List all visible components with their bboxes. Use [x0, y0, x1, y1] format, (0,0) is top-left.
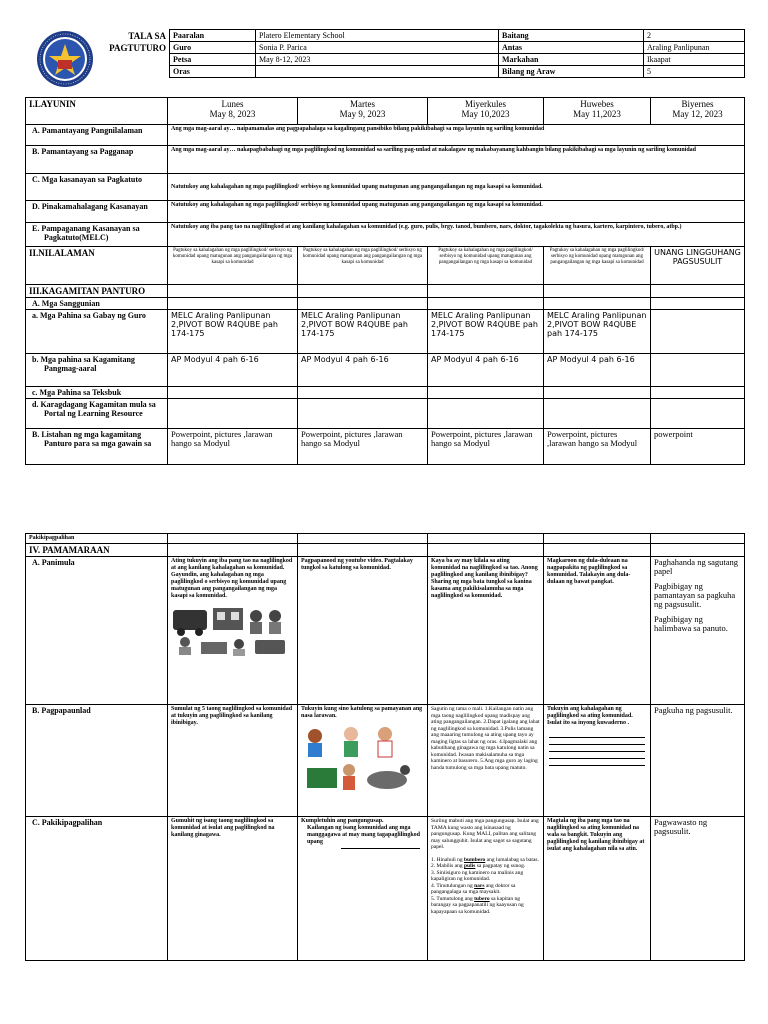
empty-cell — [298, 544, 428, 557]
empty-cell — [544, 285, 651, 298]
value-bilang: 5 — [644, 66, 745, 78]
section-kagamitan: III.KAGAMITAN PANTURO — [26, 285, 168, 298]
pagpapaunlad-mon: Sumulat ng 5 taong naglilingkod sa komunidad at tukuyin ang paglilingkod sa kanilang ibinibigay. — [168, 705, 298, 817]
panimula-tue: Pagpapanood ng youtube video. Pagtalakay tungkol sa katulong sa komunidad. — [298, 557, 428, 705]
label-panimula: A. Panimula — [26, 557, 168, 705]
nilalaman-mon: Pagtukoy sa kahalagahan ng mga paglilingkod/ serbisyo ng komunidad upang matugunan ang pangangailangan ng mga kasapi sa komunidad — [168, 247, 298, 285]
listahan-mon: Powerpoint, pictures ,larawan hango sa Modyul — [168, 429, 298, 465]
nilalaman-thu: Pagtukoy sa kahalagahan ng mga paglilingkod/ serbisyo ng komunidad upang matugunan ang pangangailangan ng mga kasapi sa komunidad — [544, 247, 651, 285]
empty-cell — [651, 534, 745, 544]
quiz-item: 5. Tumutulong ang tubero sa kapitan ng barangay sa pagpapanatili ng kaayusan ng kapayapaan sa komunidad. — [431, 895, 524, 915]
label-sanggunian: A. Mga Sanggunian — [26, 298, 168, 310]
empty-cell — [651, 354, 745, 387]
nilalaman-tue: Pagtukoy sa kahalagahan ng mga paglilingkod/ serbisyo ng komunidad upang matugunan ang pangangailangan ng mga kasapi sa komunidad — [298, 247, 428, 285]
deped-seal-icon — [36, 30, 94, 88]
text-melc: Natutukoy ang iba pang tao na naglilingkod at ang kanilang kahalagahan sa komunidad (e.g. guro, pulis, brgy. tanod, bumbero, nars, doktor, tagakolekta ng basura, kartero, karpintero, tubero, atbp.) — [168, 223, 745, 247]
label-pamantayang-pagganap: B. Pamantayang sa Pagganap — [26, 146, 168, 174]
day-header-tue — [298, 98, 428, 125]
empty-cell — [168, 534, 298, 544]
label-portal: d. Karagdagang Kagamitan mula sa Portal ng Learning Resource — [26, 399, 168, 429]
empty-cell — [544, 387, 651, 399]
value-markahan: Ikaapat — [644, 54, 745, 66]
pakikipagpalihan-thu: Magtala ng iba pang mga tao na naglilingkod sa ating komunidad na wala sa bangkit. Tukuyin ang paglilingkod ng kanilang ibinibigay at isulat ang kahalagahan nila sa atin. — [544, 817, 651, 961]
empty-cell — [428, 544, 544, 557]
quiz-item-keyword: pulis — [464, 863, 476, 869]
label-teksbuk: c. Mga Pahina sa Teksbuk — [26, 387, 168, 399]
panimula-fri-3: Pagbibigay ng halimbawa sa panuto. — [654, 614, 728, 633]
gabay-mon: MELC Araling Panlipunan 2,PIVOT BOW R4QUBE pah 174-175 — [168, 310, 298, 354]
empty-cell — [298, 399, 428, 429]
section-nilalaman: II.NILALAMAN — [26, 247, 168, 285]
label-gabay-guro: a. Mga Pahina sa Gabay ng Guro — [26, 310, 168, 354]
empty-cell — [298, 534, 428, 544]
empty-cell — [168, 544, 298, 557]
empty-cell — [651, 387, 745, 399]
day-date: May 9, 2023 — [339, 109, 386, 119]
empty-cell — [544, 399, 651, 429]
dll-table-top — [25, 97, 745, 465]
panimula-fri-1: Paghahanda ng sagutang papel — [654, 557, 739, 576]
listahan-wed: Powerpoint, pictures ,larawan hango sa Modyul — [428, 429, 544, 465]
quiz-item: 3. Siniisiguro ng kaminero na malinis ang kapaligiran ng komunidad. — [431, 869, 524, 882]
empty-cell — [298, 298, 428, 310]
section-layunin: I.LAYUNIN — [26, 98, 168, 125]
label-petsa: Petsa — [170, 54, 256, 66]
pakikipagpalihan-wed-items — [431, 857, 540, 916]
modyul-mon: AP Modyul 4 pah 6-16 — [168, 354, 298, 387]
label-antas: Antas — [499, 42, 644, 54]
pakikipagpalihan-mon: Gumuhit ng isang taong naglilingkod sa komunidad at isulat ang paglilingkod na kanilang ginagawa. — [168, 817, 298, 961]
day-date: May 11,2023 — [573, 109, 621, 119]
day-date: May 8, 2023 — [209, 109, 256, 119]
value-guro: Sonia P. Parica — [256, 42, 499, 54]
quiz-item: 1. Hinahuli ng bumbero ang lumalabag sa batas. — [431, 856, 539, 863]
empty-cell — [651, 298, 745, 310]
listahan-tue: Powerpoint, pictures ,larawan hango sa Modyul — [298, 429, 428, 465]
day-name: Huwebes — [580, 99, 614, 109]
label-pagpapaunlad: B. Pagpapaunlad — [26, 705, 168, 817]
pakikipagpalihan-tue — [298, 817, 428, 961]
pagpapaunlad-wed: Sagutin ng tama o mali. 1.Kailangan natin ang mga taong naglilingkod upang madispay ang ating pangangailangan. 2.Dapat igalang ang lahat ng naglilingkod sa komunidad. 3.Pulis lamang ang maaaring tumulong sa ating upang tayo ay maging ligtas sa lahat ng oras. 4.Ipagmalaki ang kabutihang ginagawa ng mga katulong natin sa komunidad. Iwasan makisalamuha sa mga kaminero at basurero. 5.Ang mga guro ay laging handa tumulong sa mga bata upang matuto. — [428, 705, 544, 817]
dll-table-bottom — [25, 533, 745, 961]
value-antas: Araling Panlipunan — [644, 42, 745, 54]
empty-cell — [428, 298, 544, 310]
empty-cell — [428, 534, 544, 544]
label-baitang: Baitang — [499, 30, 644, 42]
listahan-fri: powerpoint — [651, 429, 745, 465]
title-line2: PAGTUTURO — [109, 43, 166, 53]
label-kasanayan: C. Mga kasanayan sa Pagkatuto — [26, 174, 168, 201]
empty-cell — [428, 285, 544, 298]
quiz-item-keyword: nars — [474, 882, 485, 889]
section-pamamaraan: IV. PAMAMARAAN — [26, 544, 168, 557]
empty-cell — [428, 387, 544, 399]
empty-cell — [651, 544, 745, 557]
panimula-fri — [651, 557, 745, 705]
label-pakikipagpalihan-cont: Pakikipagpalihan — [26, 534, 168, 544]
value-petsa: May 8-12, 2023 — [256, 54, 499, 66]
quiz-item-keyword: tubero — [474, 895, 490, 902]
panimula-fri-2: Pagbibigay ng pamantayan sa pagkuha ng pagsusulit. — [654, 581, 736, 609]
quiz-item: 2. Mabilis ang pulis sa pagpatay ng sunog. — [431, 863, 526, 869]
panimula-wed: Kaya ba ay may kilala sa ating komunidad na naglilingkod sa tao. Anong paglilingkod ang kanilang ibinibigay? Sharing ng mga bata tungkol sa kanina kasama ang pakikisalamuha sa mga naglilingkod sa komunidad. — [428, 557, 544, 705]
pagpapaunlad-thu-2: Isulat ito sa inyong kuwaderno . — [547, 720, 630, 726]
nilalaman-wed: Pagtukoy sa kahalagahan ng mga paglilingkod/ serbisyo ng komunidad upang matugunan ang pangangailangan ng mga kasapi sa komunidad — [428, 247, 544, 285]
pakikipagpalihan-fri: Pagwawasto ng pagsusulit. — [651, 817, 745, 961]
modyul-tue: AP Modyul 4 pah 6-16 — [298, 354, 428, 387]
value-baitang: 2 — [644, 30, 745, 42]
quiz-item: 4. Tinutulungan ng nars ang doktor sa pangangalaga sa mga maysakit. — [431, 882, 516, 895]
value-paaralan: Platero Elementary School — [256, 30, 499, 42]
modyul-thu: AP Modyul 4 pah 6-16 — [544, 354, 651, 387]
pagpapaunlad-tue — [298, 705, 428, 817]
empty-cell — [544, 544, 651, 557]
pakikipagpalihan-tue-2: Kailangan ng isang komunidad ang mga manggagawa at may mang tagapaglilingkod upang — [307, 825, 421, 845]
empty-cell — [544, 534, 651, 544]
gabay-thu: MELC Araling Panlipunan 2,PIVOT BOW R4QUBE pah 174-175 — [544, 310, 651, 354]
gabay-tue: MELC Araling Panlipunan 2,PIVOT BOW R4QUBE pah 174-175 — [298, 310, 428, 354]
label-melc: E. Pampaganang Kasanayan sa Pagkatuto(MELC) — [26, 223, 168, 247]
label-markahan: Markahan — [499, 54, 644, 66]
empty-cell — [168, 387, 298, 399]
day-name: Miyerkules — [465, 99, 506, 109]
empty-cell — [298, 387, 428, 399]
day-header-fri — [651, 98, 745, 125]
panimula-thu: Magkaroon ng dula-duleaan na nagpapakita ng paglilingkod sa komunidad. Talakayin ang dula-dulaan ng bawat pangkat. — [544, 557, 651, 705]
text-pamantayang-pagganap: Ang mga mag-aaral ay… nakapagbabahagi ng mga paglilingkod ng komunidad sa sariling pag-unlad at nakalagaw ng makabayanang kahbangin bilang pakikibahagi sa mga layunin ng sariling komunidad — [168, 146, 745, 174]
day-name: Biyernes — [681, 99, 714, 109]
empty-cell — [651, 285, 745, 298]
empty-cell — [544, 298, 651, 310]
text-kasanayan: Natutukoy ang kahalagahan ng mga paglilingkod/ serbisyo ng komunidad upang matugunan ang pangangailangan ng mga kasapi sa komunidad. — [168, 174, 745, 201]
pagpapaunlad-tue-text: Tukuyin kung sino katulong sa pamayanan ang nasa larawan. — [301, 706, 423, 719]
pagpapaunlad-fri: Pagkuha ng pagsusulit. — [651, 705, 745, 817]
community-helpers-illustration-icon — [171, 604, 293, 656]
listahan-thu: Powerpoint, pictures ,larawan hango sa Modyul — [544, 429, 651, 465]
day-name: Martes — [350, 99, 375, 109]
pakikipagpalihan-wed — [428, 817, 544, 961]
label-pamantayang-pangnilalaman: A. Pamantayang Pangnilalaman — [26, 125, 168, 146]
title-line1: TALA SA — [128, 31, 166, 41]
modyul-wed: AP Modyul 4 pah 6-16 — [428, 354, 544, 387]
panimula-mon — [168, 557, 298, 705]
day-header-mon — [168, 98, 298, 125]
label-paaralan: Paaralan — [170, 30, 256, 42]
label-pakikipagpalihan: C. Pakikipagpalihan — [26, 817, 168, 961]
label-pinakamahalaga: D. Pinakamahalagang Kasanayan — [26, 201, 168, 223]
pagpapaunlad-thu-1: Tukuyin ang kahalagahan ng paglilingkod sa ating komunidad. — [547, 706, 633, 719]
gabay-wed: MELC Araling Panlipunan 2,PIVOT BOW R4QUBE pah 174-175 — [428, 310, 544, 354]
panimula-mon-text: Ating tukuyin ang iba pang tao na naglilingkod at ang kanilang kahalagahan sa komunidad. Gayundin, ang kahalagahan ng mga paglilingkod o serbisyo ng komunidad upang matugunan ang pangangailangan ng mga kasapi sa komunidad. — [171, 558, 293, 599]
nilalaman-fri: UNANG LINGGUHANG PAGSUSULIT — [651, 247, 745, 285]
day-date: May 10,2023 — [461, 109, 510, 119]
label-bilang: Bilang ng Araw — [499, 66, 644, 78]
text-pinakamahalaga: Natutukoy ang kahalagahan ng mga paglilingkod/ serbisyo ng komunidad upang matugunan ang pangangailangan ng mga kasapi sa komunidad. — [168, 201, 745, 223]
label-listahan: B. Listahan ng mga kagamitang Panturo para sa mga gawain sa — [26, 429, 168, 465]
day-header-thu — [544, 98, 651, 125]
label-pangmag-aaral: b. Mga pahina sa Kagamitang Pangmag-aaral — [26, 354, 168, 387]
empty-cell — [651, 399, 745, 429]
pakikipagpalihan-wed-intro: Suriing mabuti ang mga pangungusap. Isulat ang TAMA kung wasto ang isinasaad ng pangungusap. Kung MALI, palitan ang salitang may salungguhit. Isulat ang sagot sa sagutang papel. — [431, 818, 539, 850]
label-oras: Oras — [170, 66, 256, 78]
document-title — [100, 30, 166, 54]
empty-cell — [428, 399, 544, 429]
empty-cell — [168, 399, 298, 429]
empty-cell — [651, 310, 745, 354]
day-header-wed — [428, 98, 544, 125]
day-name: Lunes — [221, 99, 244, 109]
quiz-item-keyword: bumbero — [464, 856, 486, 863]
pakikipagpalihan-tue-1: Kumpletuhin ang pangungusap. — [301, 818, 384, 824]
header-table — [169, 29, 745, 78]
empty-cell — [298, 285, 428, 298]
community-workers-pictures-icon — [301, 724, 419, 794]
value-oras — [256, 66, 499, 78]
empty-cell — [168, 298, 298, 310]
text-pamantayang-pangnilalaman: Ang mga mag-aaral ay… naipamamalas ang pagpapahalaga sa kagalingang pansibiko bilang pakikibahagi sa mga layunin ng sariling komunidad — [168, 125, 745, 146]
pagpapaunlad-thu — [544, 705, 651, 817]
label-guro: Guro — [170, 42, 256, 54]
day-date: May 12, 2023 — [672, 109, 723, 119]
empty-cell — [168, 285, 298, 298]
